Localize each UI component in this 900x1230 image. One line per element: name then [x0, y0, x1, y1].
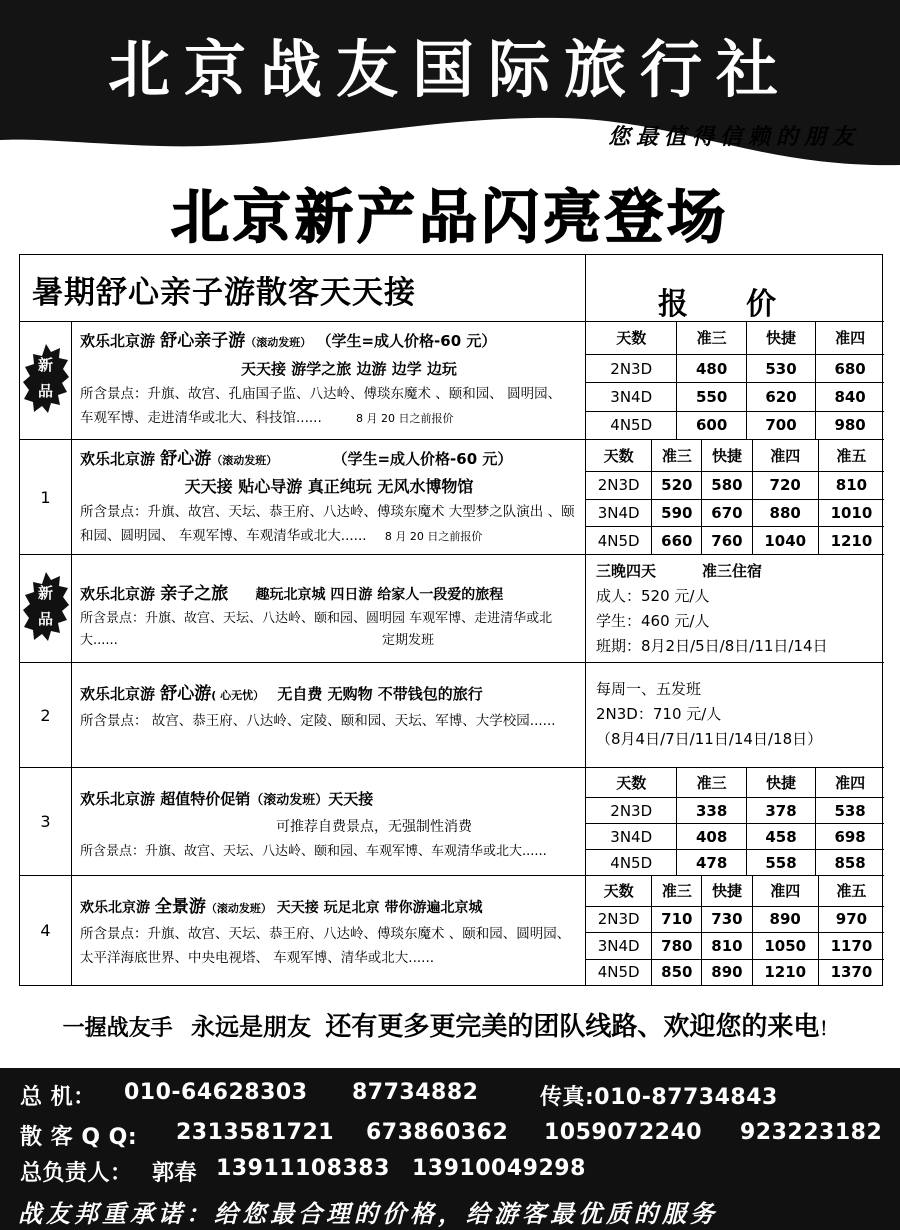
tour-sights — [80, 500, 578, 549]
tour-row — [20, 555, 586, 663]
price-header-cell: 准四 — [816, 768, 884, 797]
price-value-cell: 1370 — [818, 959, 884, 985]
price-value-cell: 850 — [652, 959, 702, 985]
row-index: 4 — [20, 876, 72, 985]
tour-tag: ( 心无忧） — [211, 689, 265, 702]
price-block-3 — [586, 555, 884, 663]
contact-band — [0, 1068, 900, 1230]
price-header-cell: 准三 — [652, 876, 702, 906]
price-value-cell: 1050 — [752, 933, 818, 960]
price-days-cell: 2N3D — [586, 906, 652, 933]
price-heading-2: 价 — [746, 287, 776, 322]
price-days-cell: 4N5D — [586, 411, 677, 439]
price-days-cell: 2N3D — [586, 797, 677, 823]
price-value-cell: 858 — [816, 850, 884, 875]
price-value-cell: 580 — [702, 471, 752, 499]
price-header-cell: 快捷 — [702, 440, 752, 471]
price-header-cell: 快捷 — [746, 768, 815, 797]
price-table-5 — [586, 768, 884, 875]
tour-content — [72, 663, 586, 767]
price-header-cell: 天数 — [586, 876, 652, 906]
price3-schedule: 班期：8月2日/5日/8日/11日/14日 — [596, 637, 828, 655]
price-days-cell: 3N4D — [586, 383, 677, 412]
price-value-cell: 890 — [702, 959, 752, 985]
tour-content — [72, 440, 586, 554]
price-value-cell: 980 — [816, 411, 884, 439]
tour-highlight: 可推荐自费景点，无强制性消费 — [276, 819, 472, 835]
price-value-cell: 680 — [816, 354, 884, 383]
price-value-cell: 810 — [702, 933, 752, 960]
price-value-cell: 730 — [702, 906, 752, 933]
price-days-cell: 3N4D — [586, 824, 677, 850]
tour-sights-text: 所含景点：升旗、故宫、天坛、八达岭、颐和园、圆明园 车观军博、走进清华或北大...... — [80, 611, 553, 648]
price-row — [586, 383, 884, 412]
qq-number-2[interactable]: 673860362 — [366, 1120, 509, 1145]
tour-title — [80, 581, 578, 608]
price-value-cell: 700 — [746, 411, 815, 439]
qq-number-3[interactable]: 1059072240 — [544, 1120, 703, 1145]
qq-number-4[interactable]: 923223182 — [740, 1120, 883, 1145]
price-value-cell: 970 — [818, 906, 884, 933]
price-row — [586, 499, 884, 527]
footer-slogan — [0, 1006, 900, 1043]
price-value-cell: 600 — [677, 411, 746, 439]
tour-title — [80, 681, 578, 709]
price-row — [586, 354, 884, 383]
price-value-cell: 698 — [816, 824, 884, 850]
row-index: 3 — [20, 768, 72, 875]
company-name: 北京战友国际旅行社 — [107, 33, 792, 106]
tour-highlight: 天天接 游学之旅 边游 边学 边玩 — [241, 360, 457, 378]
tour-content — [72, 322, 586, 439]
price-value-cell: 520 — [652, 471, 702, 499]
price3-student: 学生：460 元/人 — [596, 612, 710, 630]
tour-tag: （滚动发班） — [245, 336, 312, 349]
slogan-part-4: ！ — [819, 1019, 838, 1040]
price-row — [586, 797, 884, 823]
service-promise: 战友邦重承诺：给您最合理的价格，给游客最优质的服务 — [18, 1200, 718, 1228]
new-product-badge — [20, 322, 72, 439]
price4-price: 2N3D：710 元/人 — [596, 705, 722, 723]
price-value-cell: 1010 — [818, 499, 884, 527]
tour-row — [20, 876, 586, 985]
tour-prefix: 欢乐北京游 — [80, 450, 156, 468]
price-value-cell: 620 — [746, 383, 815, 412]
price3-days: 三晚四天 — [596, 562, 657, 580]
badge-text-bottom: 品 — [37, 609, 53, 628]
tour-name: 舒心亲子游 — [160, 331, 246, 351]
price-row — [586, 850, 884, 875]
tour-prefix: 欢乐北京游 — [80, 685, 156, 703]
price-value-cell: 558 — [746, 850, 815, 875]
manager-name: 郭春 — [152, 1161, 198, 1186]
price-row — [586, 471, 884, 499]
price-days-cell: 4N5D — [586, 527, 652, 554]
tour-name: 舒心游 — [160, 684, 212, 704]
price-value-cell: 890 — [752, 906, 818, 933]
price-row — [586, 411, 884, 439]
price-value-cell: 1210 — [818, 527, 884, 554]
badge-text-top: 新 — [37, 583, 53, 602]
badge-text-top: 新 — [37, 355, 53, 374]
tour-sights-text: 所含景点：升旗、故宫、天坛、恭王府、八达岭、傅琰东魔术 大型梦之队演出 、颐和园、圆明园、 车观军博、车观清华或北大...... — [80, 504, 575, 544]
price-days-cell: 4N5D — [586, 959, 652, 985]
price-header-cell: 天数 — [586, 768, 677, 797]
slogan-part-3: 还有更多更完美的团队线路、欢迎您的来电 — [325, 1012, 820, 1042]
price-text-4 — [586, 663, 884, 756]
tour-name: 亲子之旅 — [160, 584, 229, 604]
tour-title — [80, 786, 578, 814]
tour-note: 8 月 20 日之前报价 — [384, 530, 483, 543]
price-block-5 — [586, 768, 884, 876]
tour-tag: （滚动发班） — [250, 793, 329, 808]
tour-table — [19, 254, 883, 986]
badge-text-bottom: 品 — [37, 381, 53, 400]
price-header-cell: 天数 — [586, 322, 677, 354]
price-header-cell: 准五 — [818, 440, 884, 471]
tour-content — [72, 555, 586, 662]
mobile-number-2[interactable]: 13910049298 — [412, 1156, 586, 1181]
price-value-cell: 530 — [746, 354, 815, 383]
slogan-part-2: 永远是朋友 — [191, 1013, 311, 1041]
manager-label: 总负责人： — [20, 1161, 133, 1186]
price-table-1 — [586, 322, 884, 439]
price-header-cell: 准四 — [752, 876, 818, 906]
tour-extra: 趣玩北京城 四日游 给家人一段爱的旅程 — [255, 587, 504, 603]
price-value-cell: 480 — [677, 354, 746, 383]
page-headline: 北京新产品闪亮登场 — [170, 183, 729, 251]
price-value-cell: 458 — [746, 824, 815, 850]
price-value-cell: 538 — [816, 797, 884, 823]
price-value-cell: 810 — [818, 471, 884, 499]
tour-tag: （滚动发班） — [211, 454, 278, 467]
tour-prefix: 欢乐北京游 — [80, 585, 156, 603]
price-value-cell: 1040 — [752, 527, 818, 554]
phone-label: 总 机： — [20, 1085, 96, 1110]
price-days-cell: 3N4D — [586, 933, 652, 960]
tour-note: 8 月 20 日之前报价 — [356, 412, 454, 425]
price-header-cell: 准四 — [816, 322, 884, 354]
tour-row — [20, 440, 586, 555]
price-value-cell: 720 — [752, 471, 818, 499]
price-days-cell: 4N5D — [586, 850, 677, 875]
price-value-cell: 710 — [652, 906, 702, 933]
tour-extra: 无自费 无购物 不带钱包的旅行 — [277, 685, 483, 703]
tour-sights — [80, 608, 578, 652]
tour-title — [80, 446, 578, 474]
price4-schedule: 每周一、五发班 — [596, 680, 702, 698]
price4-dates: （8月4日/7日/11日/14日/18日） — [596, 730, 823, 748]
tour-sights: 所含景点：升旗、故宫、天坛、八达岭、颐和园、车观军博、车观清华或北大...... — [80, 844, 547, 859]
tour-prefix: 欢乐北京游 — [80, 790, 156, 808]
tour-extra: （学生=成人价格-60 元） — [332, 450, 513, 468]
price-value-cell: 840 — [816, 383, 884, 412]
row-index: 2 — [20, 663, 72, 767]
price-block-2 — [586, 440, 884, 555]
price-heading-1: 报 — [658, 287, 688, 322]
slogan-part-1: 一握战友手 — [62, 1016, 173, 1041]
price-block-6 — [586, 876, 884, 985]
tour-tag: （滚动发班） — [205, 902, 272, 915]
tour-sights: 所含景点： 故宫、恭王府、八达岭、定陵、颐和园、天坛、军博、大学校园...... — [80, 713, 556, 729]
price-heading — [586, 255, 884, 322]
header-slogan: 您最值得信赖的朋友 — [607, 125, 860, 150]
price-value-cell: 880 — [752, 499, 818, 527]
price-row — [586, 959, 884, 985]
tour-extra: 天天接 玩足北京 带你游遍北京城 — [276, 900, 483, 916]
tour-row — [20, 663, 586, 768]
tour-note: 定期发班 — [381, 633, 434, 648]
price3-hotel: 准三住宿 — [702, 562, 763, 580]
tour-sights: 所含景点：升旗、故宫、天坛、恭王府、八达岭、傅琰东魔术 、颐和园、圆明园、太平洋海底世界、中央电视塔、 车观军博、清华或北大...... — [80, 926, 571, 966]
price-value-cell: 550 — [677, 383, 746, 412]
phone-number-2[interactable]: 87734882 — [352, 1080, 479, 1105]
header-banner — [0, 0, 900, 178]
price-table-6 — [586, 876, 884, 985]
tour-content — [72, 876, 586, 985]
price-value-cell: 660 — [652, 527, 702, 554]
tour-highlight: 天天接 贴心导游 真正纯玩 无风水博物馆 — [184, 477, 474, 496]
price-text-3 — [586, 555, 884, 663]
price-header-cell: 准三 — [677, 322, 746, 354]
price-header-cell: 准四 — [752, 440, 818, 471]
tour-content — [72, 768, 586, 875]
price-value-cell: 338 — [677, 797, 746, 823]
price-row — [586, 933, 884, 960]
price-days-cell: 2N3D — [586, 471, 652, 499]
price-value-cell: 378 — [746, 797, 815, 823]
price-value-cell: 670 — [702, 499, 752, 527]
price-value-cell: 590 — [652, 499, 702, 527]
price-row — [586, 824, 884, 850]
price-days-cell: 3N4D — [586, 499, 652, 527]
price-header-cell: 快捷 — [746, 322, 815, 354]
price-row — [586, 527, 884, 554]
tour-name: 全景游 — [154, 897, 206, 917]
price-value-cell: 760 — [702, 527, 752, 554]
section-title: 暑期舒心亲子游散客天天接 — [20, 255, 586, 322]
tour-prefix: 欢乐北京游 — [80, 332, 156, 350]
price-value-cell: 1170 — [818, 933, 884, 960]
tour-sights — [80, 382, 578, 431]
tour-title — [80, 894, 578, 922]
price-header-cell: 准三 — [652, 440, 702, 471]
qq-number-1[interactable]: 2313581721 — [176, 1120, 335, 1145]
tour-extra: 天天接 — [328, 790, 374, 808]
price-value-cell: 408 — [677, 824, 746, 850]
price-table-2 — [586, 440, 884, 554]
mobile-number-1[interactable]: 13911108383 — [216, 1156, 390, 1181]
qq-label: 散 客 Q Q: — [20, 1125, 138, 1150]
price-value-cell: 1210 — [752, 959, 818, 985]
new-product-badge — [20, 555, 72, 662]
price-row — [586, 906, 884, 933]
tour-extra: （学生=成人价格-60 元） — [316, 332, 497, 350]
price-value-cell: 478 — [677, 850, 746, 875]
tour-prefix: 欢乐北京游 — [80, 900, 150, 916]
tour-row — [20, 322, 586, 440]
tour-sights-text: 所含景点：升旗、故宫、孔庙国子监、八达岭、傅琰东魔术 、颐和园、 圆明园、 车观军博、走进清华或北大、科技馆...... — [80, 386, 562, 426]
tour-title — [80, 328, 578, 356]
price-block-1 — [586, 322, 884, 440]
price-header-cell: 天数 — [586, 440, 652, 471]
price-days-cell: 2N3D — [586, 354, 677, 383]
fax-number: 传真:010-87734843 — [540, 1085, 778, 1110]
price-header-cell: 快捷 — [702, 876, 752, 906]
price-header-cell: 准五 — [818, 876, 884, 906]
tour-row — [20, 768, 586, 876]
price-header-cell: 准三 — [677, 768, 746, 797]
price-block-4 — [586, 663, 884, 768]
phone-number-1[interactable]: 010-64628303 — [124, 1080, 308, 1105]
row-index: 1 — [20, 440, 72, 554]
price-value-cell: 780 — [652, 933, 702, 960]
tour-name: 舒心游 — [160, 449, 212, 469]
price3-adult: 成人：520 元/人 — [596, 587, 710, 605]
tour-name: 超值特价促销 — [160, 790, 251, 808]
